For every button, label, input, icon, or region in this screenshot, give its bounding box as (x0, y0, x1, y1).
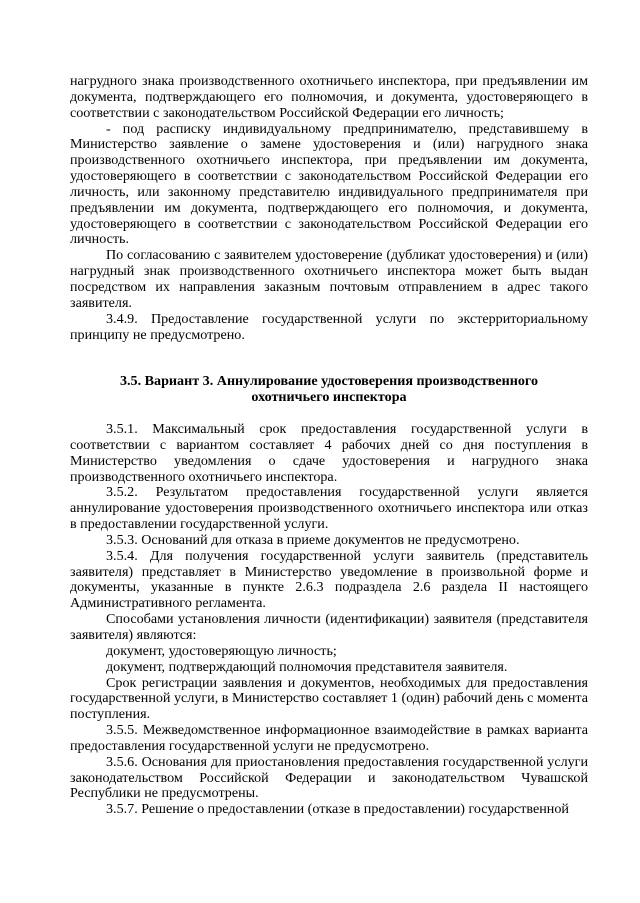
paragraph-3-5-2: 3.5.2. Результатом предоставления государственной услуги является аннулирование удостоверения производственного охотничьего инспектора или отказ в предоставлении государственной услуги. (70, 484, 588, 533)
heading-spacer (70, 406, 588, 422)
list-item-authority-document: документ, подтверждающий полномочия представителя заявителя. (106, 658, 508, 675)
paragraph-3-5-6: 3.5.6. Основания для приостановления предоставления государственной услуги законодательством Российской Федерации и законодательством Чувашской Республики не предусмотрены. (70, 753, 588, 802)
paragraph-3-5-1: 3.5.1. Максимальный срок предоставления государственной услуги в соответствии с вариантом составляет 4 рабочих дней со дня поступления в Министерство уведомления о сдаче удостоверения и нагрудного знака производственного охотничьего инспектора. (70, 421, 588, 485)
paragraph-registration-term: Срок регистрации заявления и документов, необходимых для предоставления государственной услуги, в Министерство составляет 1 (один) рабочий день с момента поступления. (70, 674, 588, 723)
paragraph-identification-methods: Способами установления личности (идентификации) заявителя (представителя заявителя) являются: (70, 611, 588, 643)
paragraph-mail-delivery: По согласованию с заявителем удостоверение (дубликат удостоверения) и (или) нагрудный знак производственного охотничьего инспектора может быть выдан посредством их направления заказным почтовым отправлением в адрес такого заявителя. (70, 247, 588, 311)
paragraph-receipt-entrepreneur: - под расписку индивидуальному предпринимателю, представившему в Министерство заявление о замене удостоверения и (или) нагрудного знака производственного охотничьего инспектора, при предъявлении им документа, удостоверяющего в соответствии с законодательством Российской Федерации его личность, или законному представителю индивидуального предпринимателя при предъявлении им документа, подтверждающего его полномочия, и документа, удостоверяющего в соответствии с законодательством Российской Федерации его личность. (70, 120, 588, 248)
paragraph-3-5-3: 3.5.3. Оснований для отказа в приеме документов не предусмотрено. (106, 531, 520, 548)
section-heading-line-2: охотничьего инспектора (251, 389, 407, 406)
paragraph-3-5-4: 3.5.4. Для получения государственной услуги заявитель (представитель заявителя) представляет в Министерство уведомление в произвольной форме и документы, указанные в пункте 2.6.3 подраздела 2.6 раздела II настоящего Административного регламента. (70, 547, 588, 612)
list-item-identity-document: документ, удостоверяющую личность; (106, 642, 337, 659)
section-heading-line-1: 3.5. Вариант 3. Аннулирование удостоверения производственного (119, 373, 538, 390)
section-heading (70, 374, 588, 406)
paragraph-3-4-9: 3.4.9. Предоставление государственной услуги по экстерриториальному принципу не предусмотрено. (70, 310, 588, 343)
paragraph-3-5-7: 3.5.7. Решение о предоставлении (отказе в предоставлении) государственной (106, 801, 569, 818)
section-spacer (70, 343, 588, 374)
document-body (70, 74, 588, 818)
paragraph-3-5-5: 3.5.5. Межведомственное информационное взаимодействие в рамках варианта предоставления государственной услуги не предусмотрено. (70, 722, 588, 754)
paragraph-continuation: нагрудного знака производственного охотничьего инспектора, при предъявлении им документа, подтверждающего его полномочия, и документа, удостоверяющего в соответствии с законодательством Российской Федерации его личность; (70, 73, 588, 121)
